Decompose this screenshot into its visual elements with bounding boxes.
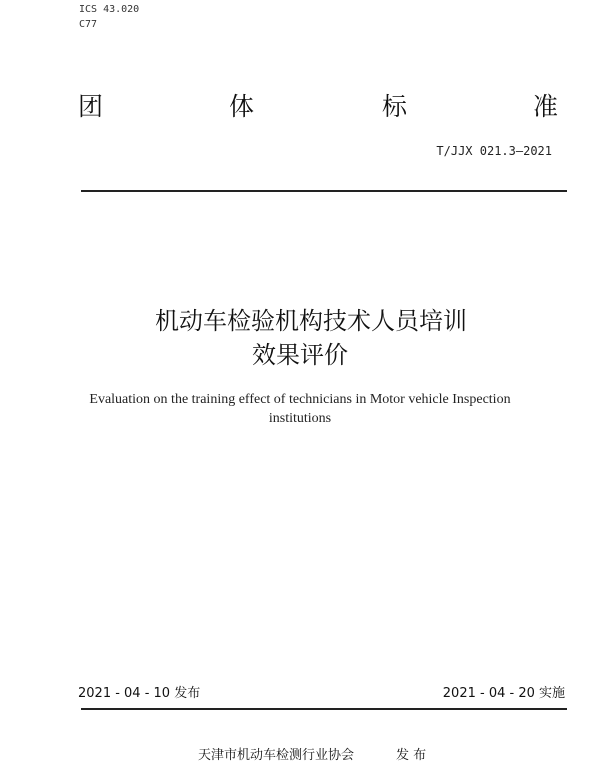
english-title-line-1: Evaluation on the training effect of technicians in Motor vehicle Inspection: [89, 392, 511, 407]
issue-label: 发 布: [396, 748, 427, 763]
standard-number: T/JJX 021.3—2021: [436, 144, 552, 158]
implement-date: 2021 - 04 - 20 实施: [442, 686, 565, 701]
issuer-name: 天津市机动车检测行业协会: [198, 748, 355, 763]
standard-type-char-4: 准: [533, 92, 559, 121]
top-divider: [81, 190, 567, 192]
bottom-divider: [81, 708, 567, 710]
ics-code: ICS 43.020: [79, 4, 140, 15]
standard-type-char-1: 团: [78, 92, 104, 121]
english-title-line-2: institutions: [268, 411, 332, 426]
standard-type-char-2: 体: [229, 92, 255, 121]
publish-date: 2021 - 04 - 10 发布: [78, 686, 201, 701]
standard-type-char-3: 标: [382, 92, 408, 121]
chinese-title-line-1: 机动车检验机构技术人员培训: [155, 307, 467, 335]
chinese-title-line-2: 效果评价: [252, 341, 348, 369]
ccs-code: C77: [79, 19, 98, 30]
